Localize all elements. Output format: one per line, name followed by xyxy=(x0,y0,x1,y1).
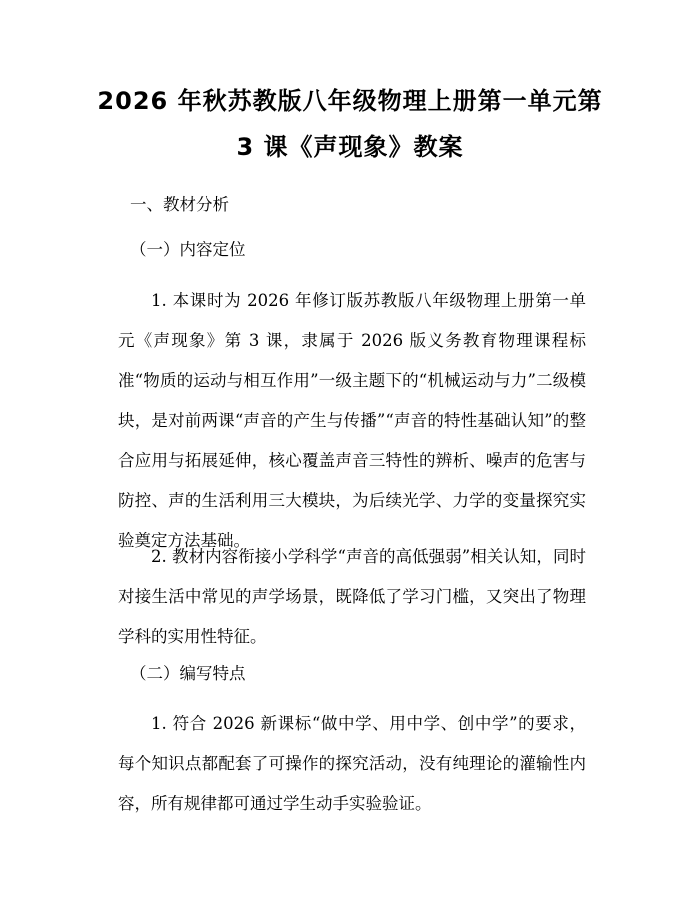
subsection-heading-writing-features: （二）编写特点 xyxy=(130,664,246,683)
subsection-heading-content-positioning: （一）内容定位 xyxy=(130,240,246,259)
paragraph-3: 1. 符合 2026 新课标“做中学、用中学、创中学”的要求，每个知识点都配套了可操作的探究活动，没有纯理论的灌输性内容，所有规律都可通过学生动手实验验证。 xyxy=(118,714,586,813)
paragraph-1: 1. 本课时为 2026 年修订版苏教版八年级物理上册第一单元《声现象》第 3 课，隶属于 2026 版义务教育物理课程标准“物质的运动与相互作用”一级主题下的“机械运动与力”二级模块，是对前两课“声音的产生与传播”“声音的特性基础认知”的整合应用与拓展延伸，核心覆盖声音三特性的辨析、噪声的危害与防控、声的生活利用三大模块，为后续光学、力学的变量探究实验奠定方法基础。 xyxy=(118,291,586,550)
section-heading-textbook-analysis: 一、教材分析 xyxy=(130,195,229,214)
document-title-line-2: 3 课《声现象》教案 xyxy=(236,133,464,161)
document-title-line-1: 2026 年秋苏教版八年级物理上册第一单元第 xyxy=(97,87,603,115)
paragraph-2: 2. 教材内容衔接小学科学“声音的高低强弱”相关认知，同时对接生活中常见的声学场景，既降低了学习门槛，又突出了物理学科的实用性特征。 xyxy=(118,547,586,646)
